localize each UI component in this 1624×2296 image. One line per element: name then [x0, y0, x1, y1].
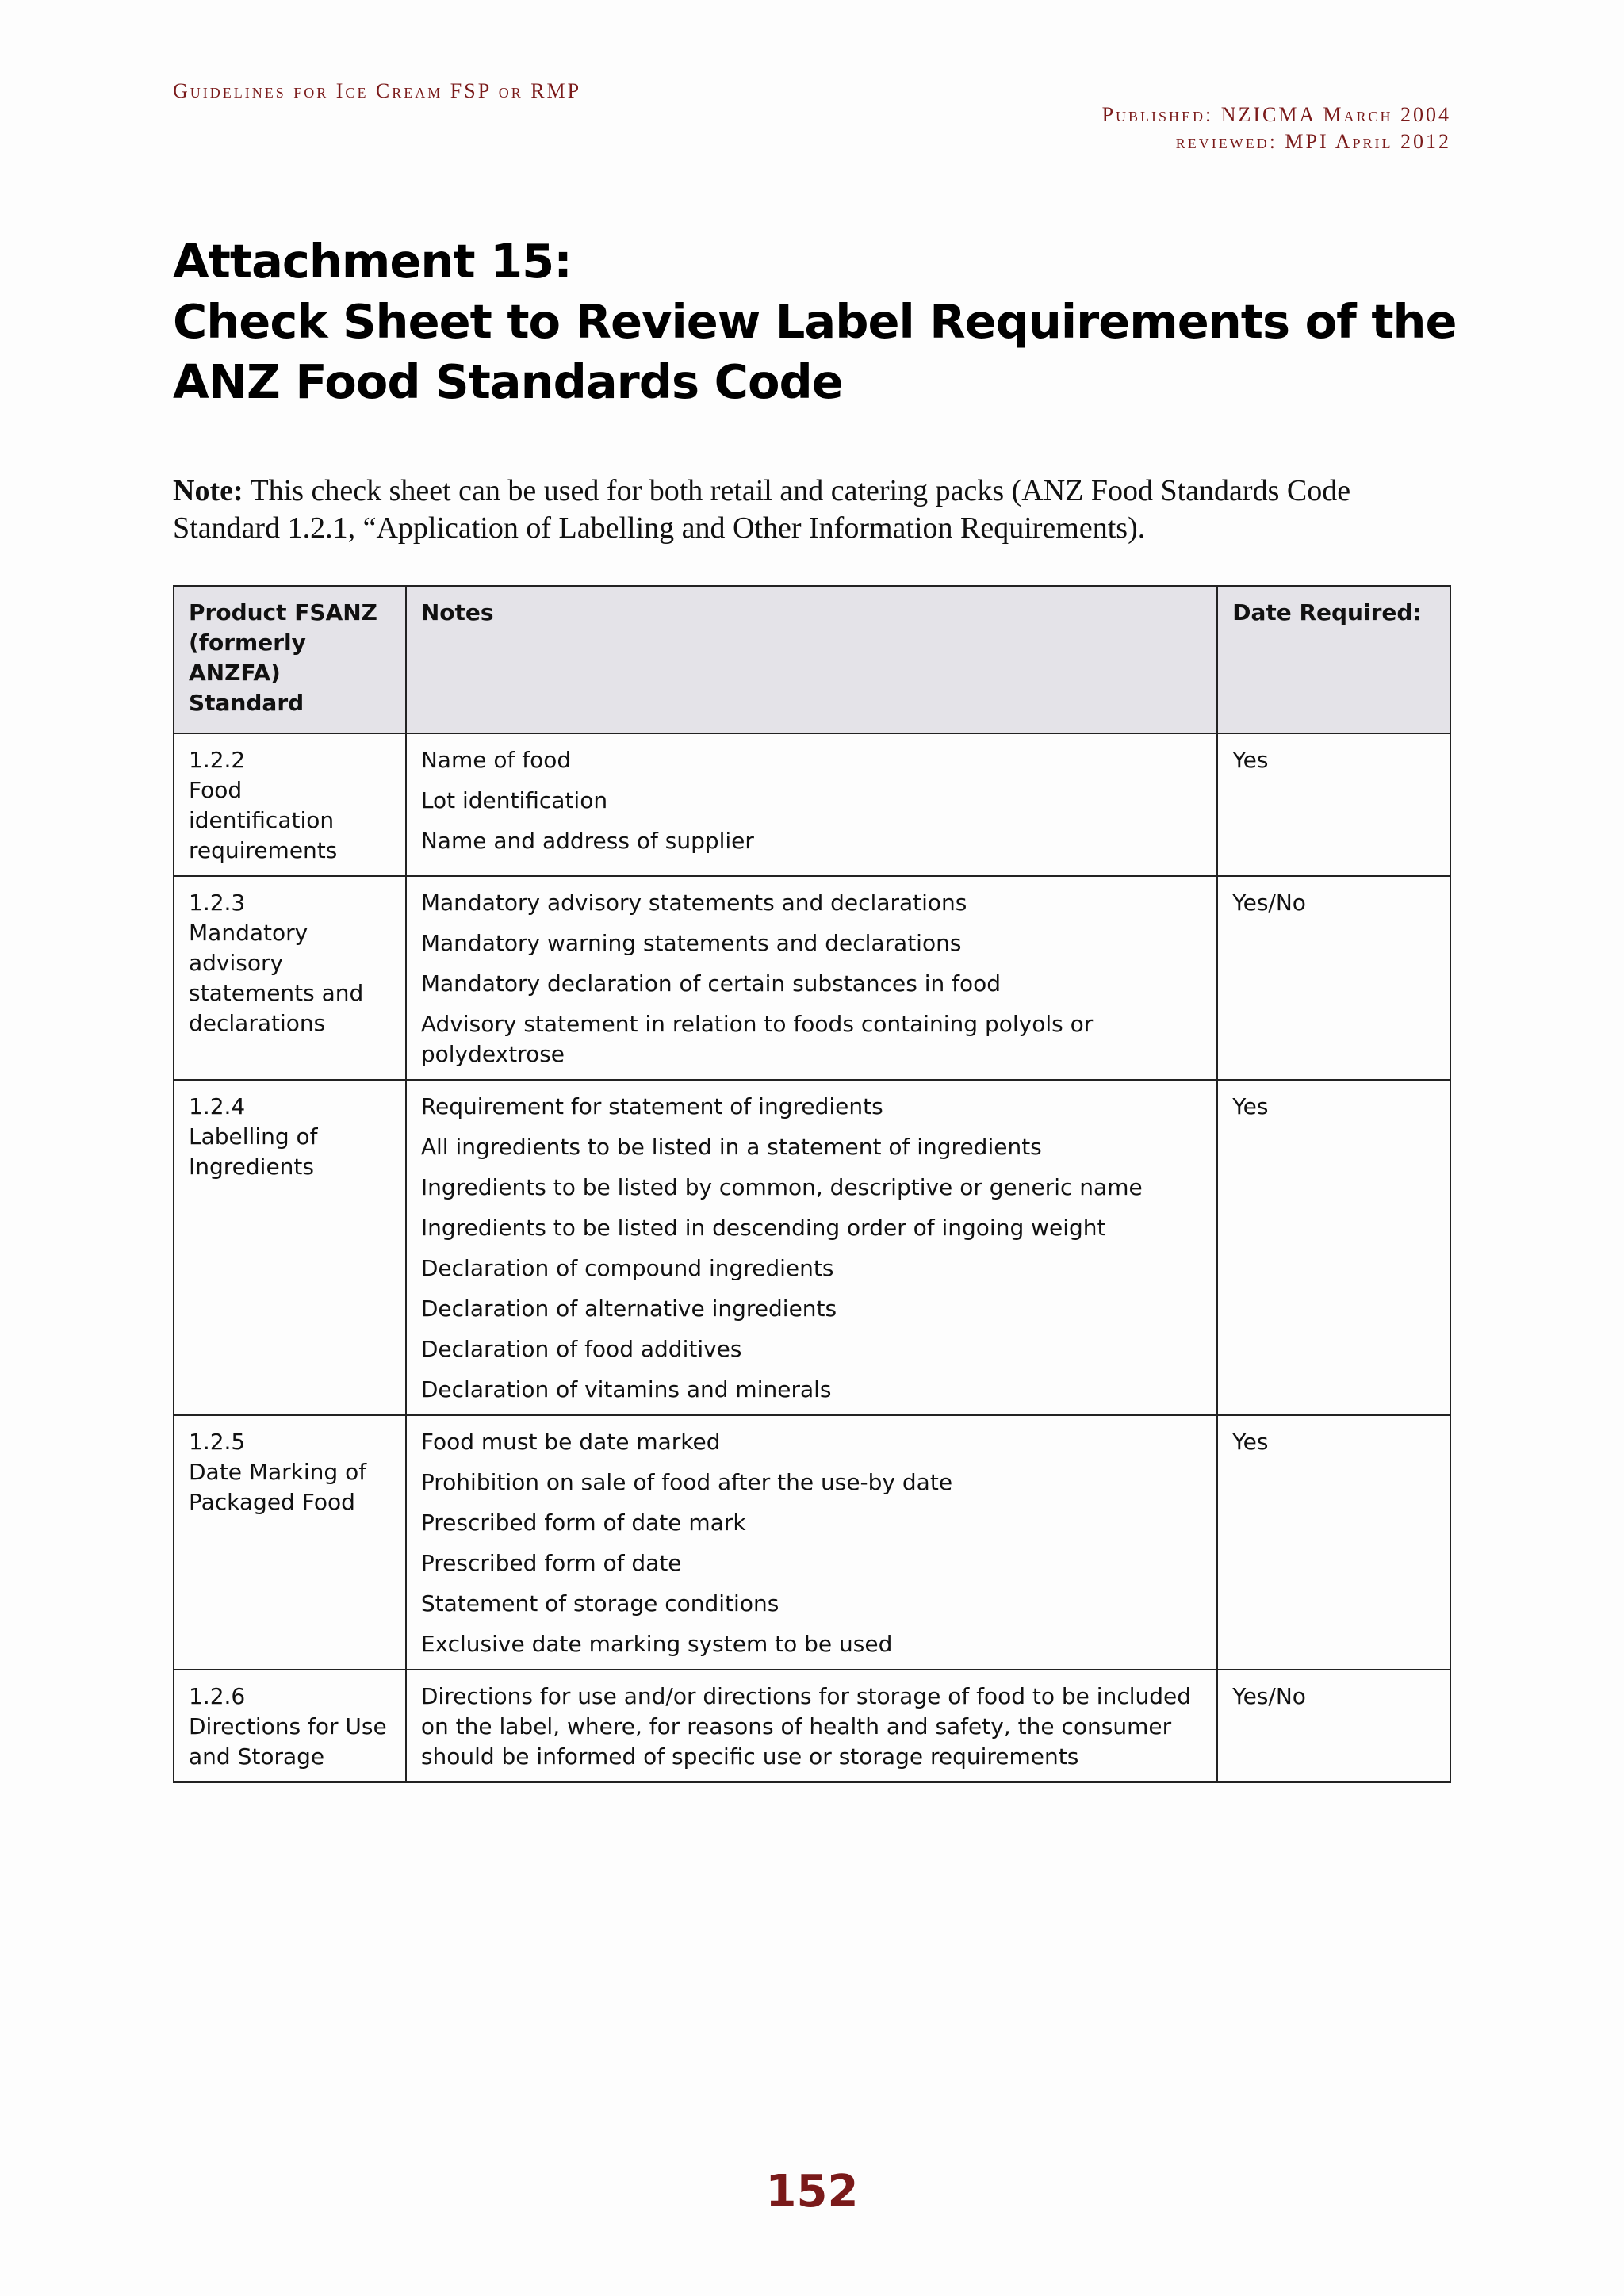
standard-cell: [174, 876, 406, 1080]
standard-code: 1.2.2: [189, 747, 246, 773]
date-required-cell: Yes/No: [1217, 1670, 1450, 1782]
note-item: Name of food: [420, 747, 572, 773]
standard-code: 1.2.4: [189, 1093, 246, 1119]
table-row: [174, 876, 1450, 1080]
page-number: 152: [765, 2166, 859, 2218]
title-line-2: Check Sheet to Review Label Requirements of the: [173, 294, 1457, 349]
standard-code: 1.2.3: [189, 890, 246, 916]
standard-code: 1.2.6: [189, 1683, 246, 1709]
note-label: Note:: [173, 474, 243, 507]
date-required-cell: Yes/No: [1217, 876, 1450, 1080]
standard-cell: [174, 1415, 406, 1670]
note-item: Advisory statement in relation to foods containing polyols or polydextrose: [420, 1011, 1094, 1067]
note-item: Prescribed form of date: [420, 1550, 682, 1576]
note-item: Mandatory advisory statements and declarations: [420, 890, 967, 916]
note-item: Mandatory declaration of certain substances in food: [420, 970, 1002, 997]
note-item: Declaration of compound ingredients: [420, 1255, 834, 1281]
note-item: Ingredients to be listed by common, descriptive or generic name: [420, 1174, 1143, 1200]
table-row: [174, 1415, 1450, 1670]
standard-name: Food identification requirements: [189, 777, 338, 863]
note-item: Exclusive date marking system to be used: [420, 1631, 893, 1657]
running-header-right: [1102, 101, 1451, 155]
notes-cell: [406, 876, 1217, 1080]
table-row: [174, 1670, 1450, 1782]
published-line: Published: NZICMA March 2004: [1101, 103, 1451, 126]
standard-code: 1.2.5: [189, 1429, 246, 1455]
note-item: Mandatory warning statements and declarations: [420, 930, 962, 956]
standard-cell: [174, 1080, 406, 1415]
notes-cell: [406, 1670, 1217, 1782]
standard-name: Date Marking of Packaged Food: [189, 1459, 367, 1515]
header-date-required: Date Required:: [1217, 586, 1450, 733]
running-header-left: Guidelines for Ice Cream FSP or RMP: [173, 79, 582, 102]
notes-cell: [406, 733, 1217, 876]
note-item: Statement of storage conditions: [420, 1590, 779, 1617]
note-item: All ingredients to be listed in a statement of ingredients: [420, 1134, 1042, 1160]
standard-cell: [174, 733, 406, 876]
standard-cell: [174, 1670, 406, 1782]
reviewed-line: reviewed: MPI April 2012: [1175, 130, 1451, 153]
note-item: Prescribed form of date mark: [420, 1510, 746, 1536]
note-item: Requirement for statement of ingredients: [420, 1093, 883, 1119]
note-item: Food must be date marked: [420, 1429, 721, 1455]
notes-cell: [406, 1415, 1217, 1670]
label-requirements-table: [173, 585, 1451, 1783]
table-body: [174, 733, 1450, 1782]
note-paragraph: [173, 473, 1457, 547]
page-title: [173, 232, 1457, 412]
note-text: This check sheet can be used for both retail and catering packs (ANZ Food Standards Code Standard 1.2.1, “Application of Labelling and Other Information Requirements).: [173, 474, 1351, 545]
table-header-row: [174, 586, 1450, 733]
date-required-cell: Yes: [1217, 733, 1450, 876]
date-required-cell: Yes: [1217, 1080, 1450, 1415]
header-standard: Product FSANZ (formerly ANZFA) Standard: [174, 586, 406, 733]
note-item: Name and address of supplier: [420, 828, 754, 854]
table-row: [174, 1080, 1450, 1415]
header-notes: Notes: [406, 586, 1217, 733]
note-item: Declaration of alternative ingredients: [420, 1295, 837, 1322]
note-item: Declaration of vitamins and minerals: [420, 1376, 832, 1402]
notes-cell: [406, 1080, 1217, 1415]
title-line-3: ANZ Food Standards Code: [173, 354, 843, 409]
note-item: Ingredients to be listed in descending order of ingoing weight: [420, 1215, 1106, 1241]
standard-name: Labelling of Ingredients: [189, 1123, 318, 1180]
note-item: Directions for use and/or directions for storage of food to be included on the label, where, for reasons of health and safety, the consumer should be informed of specific use or storage requirements: [420, 1683, 1192, 1770]
note-item: Prohibition on sale of food after the use-by date: [420, 1469, 953, 1495]
note-item: Declaration of food additives: [420, 1336, 742, 1362]
table-row: [174, 733, 1450, 876]
title-line-1: Attachment 15:: [173, 234, 572, 289]
standard-name: Mandatory advisory statements and declarations: [189, 920, 364, 1036]
note-item: Lot identification: [420, 787, 608, 813]
standard-name: Directions for Use and Storage: [189, 1713, 387, 1770]
date-required-cell: Yes: [1217, 1415, 1450, 1670]
